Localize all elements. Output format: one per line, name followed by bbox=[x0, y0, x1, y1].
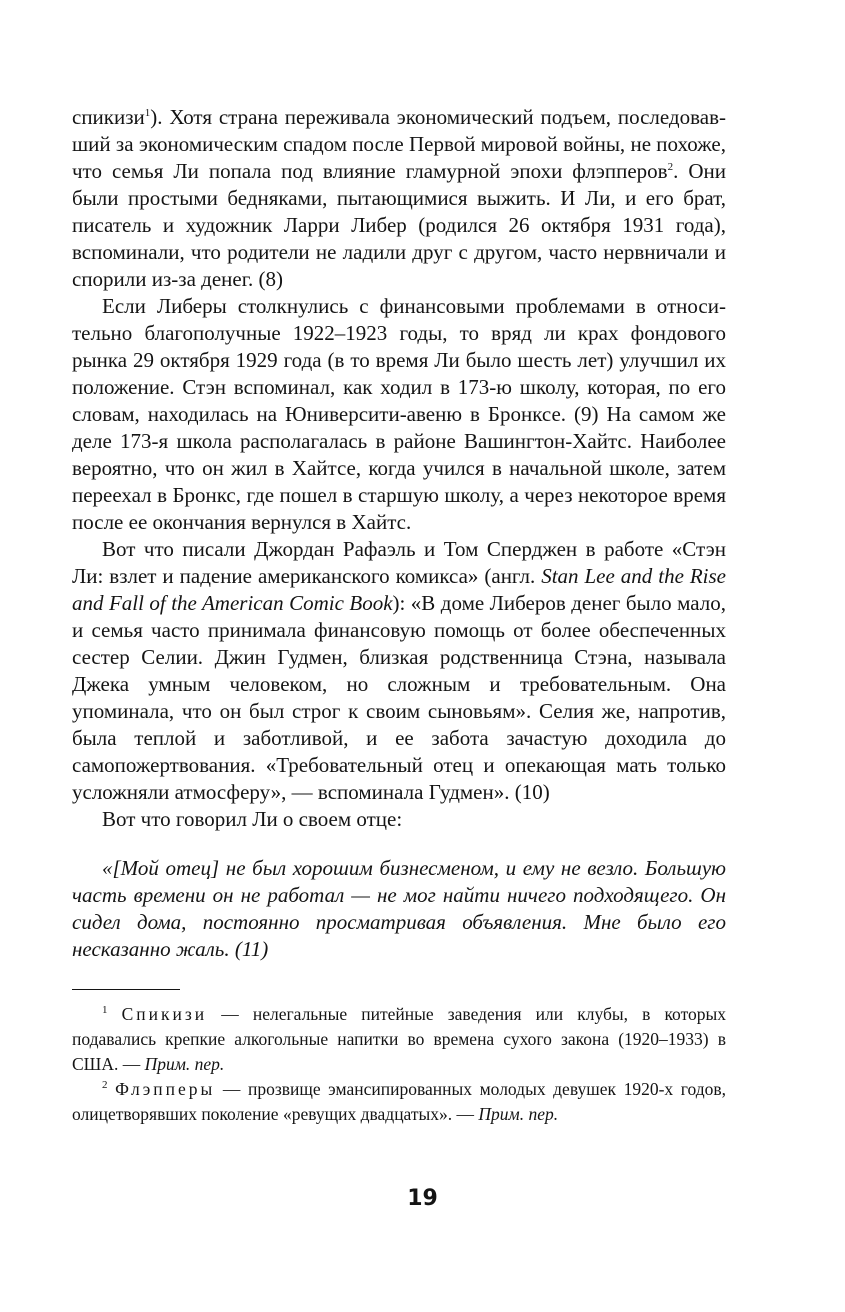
page-body bbox=[72, 104, 726, 1127]
footnote-1 bbox=[72, 1002, 726, 1077]
paragraph-4: Вот что говорил Ли о своем отце: bbox=[102, 807, 403, 831]
footnote-1-text: — нелегальные питейные заведения или клубы, в которых подавались крепкие алкогольные напитки во времена сухого закона (1920–1933) в США. — bbox=[72, 1004, 727, 1074]
paragraph-1 bbox=[72, 104, 726, 293]
footnote-1-translator-note: Прим. пер. bbox=[144, 1054, 225, 1074]
footnote-ref-2[interactable]: 2 bbox=[667, 161, 674, 173]
footnote-2-number: 2 bbox=[102, 1079, 108, 1092]
block-quote: «[Мой отец] не был хорошим бизнесменом, и ему не везло. Большую часть времени он не работал — не мог найти ничего подходящего. Он сидел дома, постоянно просматривая объявления. Мне было его несказанно жаль. (11) bbox=[72, 856, 726, 961]
paragraph-1-start: спикизи bbox=[72, 105, 145, 129]
page-number: 19 bbox=[407, 1186, 438, 1211]
paragraph-3 bbox=[72, 536, 726, 806]
footnote-ref-1[interactable]: 1 bbox=[144, 107, 151, 119]
footnote-2-text: — прозвище эмансипированных молодых девушек 1920-х годов, олицетворявших поколение «ревущих двадцатых». — bbox=[72, 1079, 726, 1124]
paragraph-3-end: ): «В доме Либеров денег было мало, и семья часто принимала финансовую помощь от более обеспеченных сестер Селии. Джин Гудмен, близкая родственница Стэна, называла Джека умным человеком, но сложным и требовательным. Она упоминала, что он был строг к своим сыновьям». Селия же, напротив, была теплой и заботливой, и ее забота зачастую доходила до самопожертвования. «Требовательный отец и опекающая мать только усложняли атмосферу», — вспоминала Гудмен». (10) bbox=[72, 591, 726, 804]
footnote-2-term: Флэпперы bbox=[115, 1079, 216, 1099]
footnote-1-number: 1 bbox=[102, 1004, 108, 1017]
paragraph-2: Если Либеры столкнулись с финансовыми проблемами в относительно благополучные 1922–1923 годы, то вряд ли крах фондового рынка 29 октября 1929 года (в то время Ли было шесть лет) улучшил их положение. Стэн вспоминал, как ходил в 173-ю школу, которая, по его словам, находилась на Юниверсити-авеню в Бронксе. (9) На самом же деле 173-я школа располагалась в районе Вашингтон-Хайтс. Наиболее вероятно, что он жил в Хайтсе, когда учился в начальной школе, затем переехал в Бронкс, где пошел в старшую школу, а через некоторое время после ее окончания вернулся в Хайтс. bbox=[72, 294, 726, 534]
footnote-divider bbox=[72, 989, 180, 990]
book-title-english: Stan Lee and the Rise and Fall of the American Comic Book bbox=[72, 564, 727, 615]
paragraph-3-start: Вот что писали Джордан Рафаэль и Том Сперджен в работе «Стэн Ли: взлет и падение американского комикса» (англ. bbox=[72, 537, 726, 588]
footnote-1-term: Спикизи bbox=[121, 1004, 208, 1024]
footnote-2 bbox=[72, 1077, 726, 1127]
paragraph-1-end: . Они были простыми бедняками, пытающимися выжить. И Ли, и его брат, писатель и художник Ларри Либер (родился 26 октября 1931 года), вспоминали, что родители не ладили друг с другом, часто нервничали и спорили из-за денег. (8) bbox=[72, 159, 726, 291]
footnote-2-translator-note: Прим. пер. bbox=[478, 1104, 559, 1124]
paragraph-1-middle: ). Хотя страна переживала экономический подъем, последовавший за экономическим спадом после Первой мировой войны, не похоже, что семья Ли попала под влияние гламурной эпохи флэпперов bbox=[72, 105, 726, 183]
